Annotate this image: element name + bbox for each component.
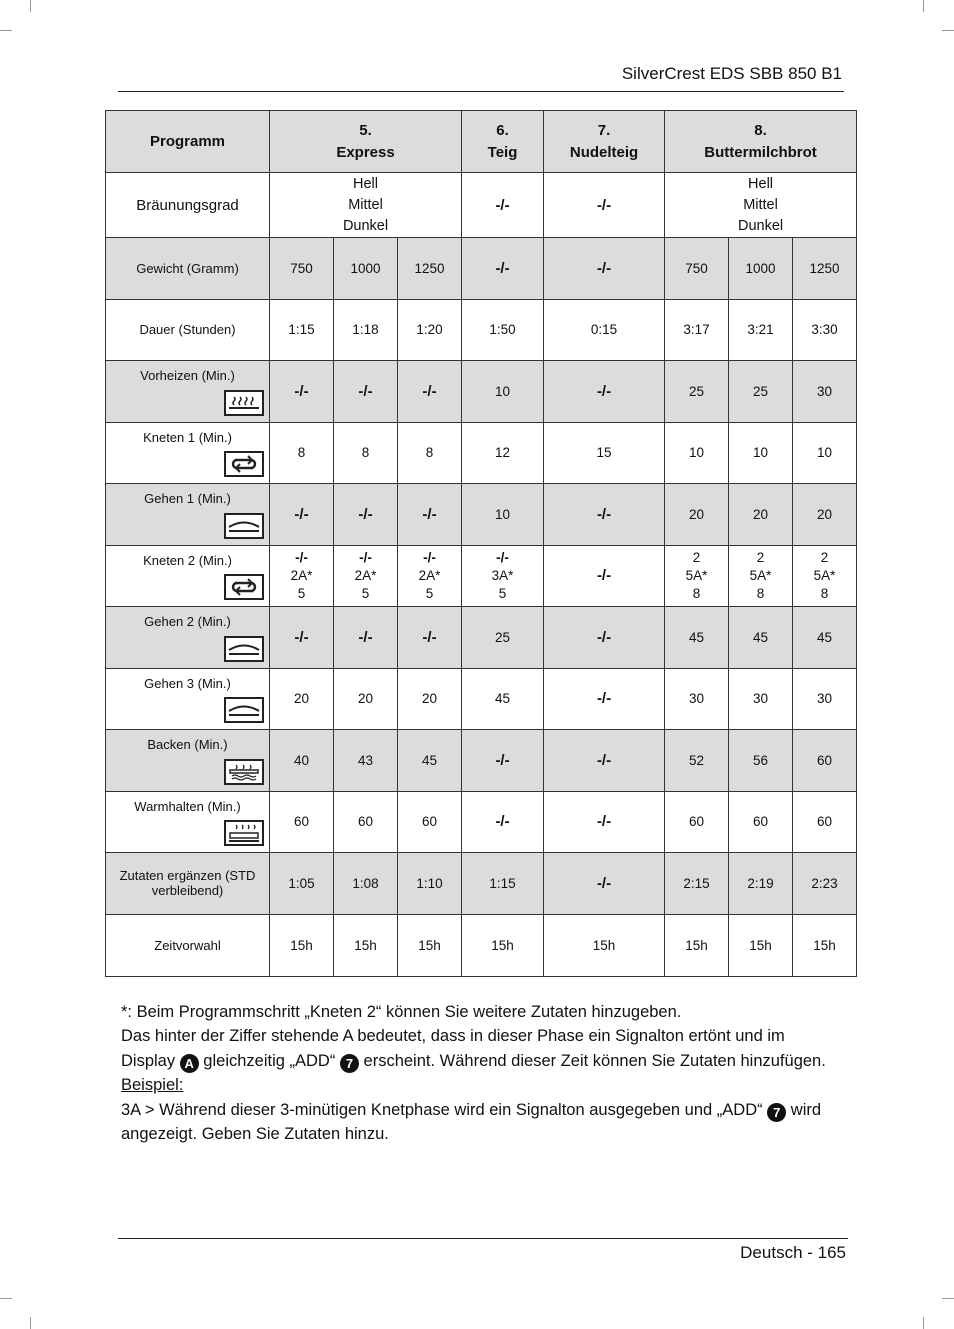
table-cell: 3:21 [729,299,793,361]
table-cell: -/- [334,484,398,546]
table-cell: -/- [544,484,665,546]
table-cell: -/- [462,791,544,853]
table-cell: 30 [793,361,857,423]
note-line: angezeigt. Geben Sie Zutaten hinzu. [121,1125,389,1144]
row-label-text: Kneten 1 (Min.) [143,429,232,445]
table-cell: 15h [398,914,462,976]
table-row [106,730,857,792]
table-cell: 1000 [334,238,398,300]
table-cell [334,545,398,607]
table-cell: -/- [270,361,334,423]
table-row [106,299,857,361]
cell-line: 5A* [749,567,772,583]
row-label-text: Gewicht (Gramm) [136,260,239,276]
note-line: Das hinter der Ziffer stehende A bedeutet, dass in dieser Phase ein Signalton ertönt und im [121,1027,785,1046]
cell-line: -/- [295,549,308,565]
table-cell: 12 [462,422,544,484]
note-text: erscheint. Während dieser Zeit können Sie Zutaten hinzufügen. [363,1051,826,1070]
table-cell: -/- [544,607,665,669]
table-cell [793,545,857,607]
table-cell: 20 [665,484,729,546]
table-cell: 1:08 [334,853,398,915]
note-line: *: Beim Programmschritt „Kneten 2“ können Sie weitere Zutaten hinzugeben. [121,1003,682,1021]
table-cell: 10 [462,484,544,546]
table-cell: 1:15 [462,853,544,915]
example-label: Beispiel: [121,1076,184,1095]
cell-line: -/- [496,549,509,565]
table-cell: 15h [462,914,544,976]
table-cell: 0:15 [544,299,665,361]
table-cell [462,545,544,607]
table-cell: -/- [544,730,665,792]
table-cell: -/- [544,853,665,915]
table-cell: 15h [544,914,665,976]
crop-mark [30,1317,31,1329]
cell-line: 5 [498,585,507,601]
table-cell: 10 [729,422,793,484]
table-row [106,422,857,484]
table-cell: -/- [544,791,665,853]
program-name: Express [336,143,395,161]
crop-mark [30,0,31,12]
bake-icon [224,759,264,785]
table-cell: 2:23 [793,853,857,915]
table-cell: 3:30 [793,299,857,361]
cell-line: 8 [820,585,829,601]
program-name: Nudelteig [569,143,639,161]
browning-level: Dunkel [737,217,784,234]
browning-levels-express [270,173,462,238]
row-label-text: Zutaten ergänzen (STD verbleibend) [119,868,256,899]
table-cell: 45 [793,607,857,669]
cell-line: 8 [692,585,701,601]
row-label-text: Gehen 2 (Min.) [144,614,231,629]
page-header-title: SilverCrest EDS SBB 850 B1 [621,64,842,83]
row-label-text: Vorheizen (Min.) [140,368,235,383]
table-cell: 45 [462,668,544,730]
row-label [106,730,270,792]
col-header-express [270,111,462,173]
table-cell: -/- [398,607,462,669]
browning-level: Hell [353,175,378,192]
program-table [105,110,857,977]
table-cell: 52 [665,730,729,792]
note-line [121,1098,841,1122]
table-row [106,668,857,730]
cell-line: -/- [359,549,372,565]
table-cell: 2:15 [665,853,729,915]
row-label [106,484,270,546]
table-cell: 8 [270,422,334,484]
table-cell: 20 [398,668,462,730]
table-cell [729,545,793,607]
keep-warm-icon [224,820,264,846]
crop-mark [0,1298,12,1299]
table-cell: 45 [729,607,793,669]
table-cell: 15 [544,422,665,484]
number-7-icon: 7 [340,1054,359,1073]
col-header-teig [462,111,544,173]
table-cell: 1250 [398,238,462,300]
table-cell: -/- [544,238,665,300]
notes-section [121,1000,841,1146]
table-cell: 1:05 [270,853,334,915]
program-number: 5. [359,121,372,139]
program-name: Teig [487,143,518,161]
row-label-text: Gehen 1 (Min.) [144,491,231,506]
table-cell: -/- [462,238,544,300]
table-row [106,914,857,976]
table-cell: 25 [665,361,729,423]
number-7-icon: 7 [767,1103,786,1122]
table-cell: -/- [398,484,462,546]
col-header-program: Programm [106,111,270,173]
table-row-browning [106,173,857,238]
row-label [106,853,270,915]
table-row [106,607,857,669]
browning-levels-buttermilchbrot [665,173,857,238]
row-label [106,545,270,607]
table-cell: 15h [793,914,857,976]
cell-line: 2 [820,549,829,565]
note-line [121,1049,841,1073]
row-label-text: Gehen 3 (Min.) [144,675,231,691]
table-cell: 15h [665,914,729,976]
table-cell: 60 [729,791,793,853]
cell-line: 5 [361,585,370,601]
row-label-text: Backen (Min.) [147,737,228,752]
table-cell: 60 [398,791,462,853]
row-label-text: Zeitvorwahl [154,937,221,953]
browning-level: Mittel [743,196,778,213]
table-cell [398,545,462,607]
cell-line: 2 [692,549,701,565]
cell-line: 5A* [685,567,708,583]
table-cell: 8 [398,422,462,484]
cell-line: 2A* [354,567,377,583]
table-cell: 45 [398,730,462,792]
table-cell: 25 [462,607,544,669]
col-header-nudelteig [544,111,665,173]
table-cell: 20 [270,668,334,730]
crop-mark [942,1298,954,1299]
table-cell: -/- [544,173,665,238]
table-row [106,361,857,423]
note-text: wird [790,1100,822,1119]
table-cell: 1:18 [334,299,398,361]
note-text: 3A > Während dieser 3-minütigen Knetphase wird ein Signalton ausgegeben und „ADD“ [121,1100,763,1119]
table-cell: 45 [665,607,729,669]
cell-line: 2A* [418,567,441,583]
table-cell: -/- [544,545,665,607]
row-label-text: Dauer (Stunden) [139,322,236,338]
header-rule [118,91,844,92]
table-cell: 10 [462,361,544,423]
row-label-text: Kneten 2 (Min.) [143,552,232,568]
row-label [106,607,270,669]
table-cell: 15h [270,914,334,976]
knead-icon [224,451,264,477]
table-cell: 1:50 [462,299,544,361]
table-row [106,853,857,915]
table-cell: 1000 [729,238,793,300]
table-cell: 2:19 [729,853,793,915]
row-label: Bräunungsgrad [106,173,270,238]
row-label [106,422,270,484]
table-cell: 60 [793,791,857,853]
table-cell: 1:15 [270,299,334,361]
browning-level: Mittel [348,196,383,213]
table-cell: 750 [665,238,729,300]
crop-mark [923,0,924,12]
table-cell: 20 [793,484,857,546]
cell-line: -/- [423,549,436,565]
page-footer: Deutsch - 165 [740,1243,846,1262]
rise-icon [224,636,264,662]
col-header-buttermilchbrot [665,111,857,173]
display-a-icon: A [180,1054,199,1073]
table-cell: 56 [729,730,793,792]
row-label [106,791,270,853]
crop-mark [942,30,954,31]
table-cell: 30 [729,668,793,730]
table-cell: 15h [729,914,793,976]
table-cell: -/- [334,607,398,669]
table-cell: 20 [334,668,398,730]
table-cell: 8 [334,422,398,484]
table-cell: -/- [398,361,462,423]
table-cell: 30 [793,668,857,730]
table-cell: -/- [544,668,665,730]
row-label [106,238,270,300]
table-row [106,791,857,853]
preheat-icon [224,390,264,416]
cell-line: 8 [756,585,765,601]
rise-icon [224,513,264,539]
table-cell: 3:17 [665,299,729,361]
table-cell: 60 [334,791,398,853]
table-cell: 43 [334,730,398,792]
cell-line: 5 [297,585,306,601]
table-cell: 15h [334,914,398,976]
table-cell: 1:10 [398,853,462,915]
cell-line: 5 [425,585,434,601]
table-row [106,484,857,546]
note-text: Display [121,1051,176,1070]
crop-mark [923,1317,924,1329]
table-cell: -/- [270,607,334,669]
program-name: Buttermilchbrot [704,143,817,161]
table-row [106,238,857,300]
table-cell: -/- [270,484,334,546]
row-label [106,914,270,976]
cell-line: 2 [756,549,765,565]
crop-mark [0,30,12,31]
table-cell [665,545,729,607]
table-cell: 20 [729,484,793,546]
row-label [106,299,270,361]
knead-icon [224,574,264,600]
table-cell: 750 [270,238,334,300]
table-cell: 60 [793,730,857,792]
row-label [106,361,270,423]
table-cell: 1:20 [398,299,462,361]
browning-level: Hell [748,175,774,192]
cell-line: 3A* [491,567,514,583]
table-header-row [106,111,857,173]
program-number: 7. [597,121,611,139]
table-cell: 1250 [793,238,857,300]
table-cell: 25 [729,361,793,423]
table-cell: -/- [334,361,398,423]
cell-line: 5A* [813,567,836,583]
row-label-text: Warmhalten (Min.) [134,798,241,814]
table-cell: -/- [462,173,544,238]
footer-rule [118,1238,848,1239]
row-label [106,668,270,730]
program-number: 8. [754,121,767,139]
table-cell: 10 [793,422,857,484]
table-cell: 60 [665,791,729,853]
table-cell [270,545,334,607]
program-number: 6. [496,121,509,139]
table-cell: 40 [270,730,334,792]
table-cell: 60 [270,791,334,853]
rise-icon [224,697,264,723]
table-cell: -/- [544,361,665,423]
table-cell: 30 [665,668,729,730]
browning-level: Dunkel [342,217,389,234]
table-cell: 10 [665,422,729,484]
cell-line: 2A* [290,567,313,583]
table-cell: -/- [462,730,544,792]
note-text: gleichzeitig „ADD“ [203,1051,336,1070]
table-row [106,545,857,607]
